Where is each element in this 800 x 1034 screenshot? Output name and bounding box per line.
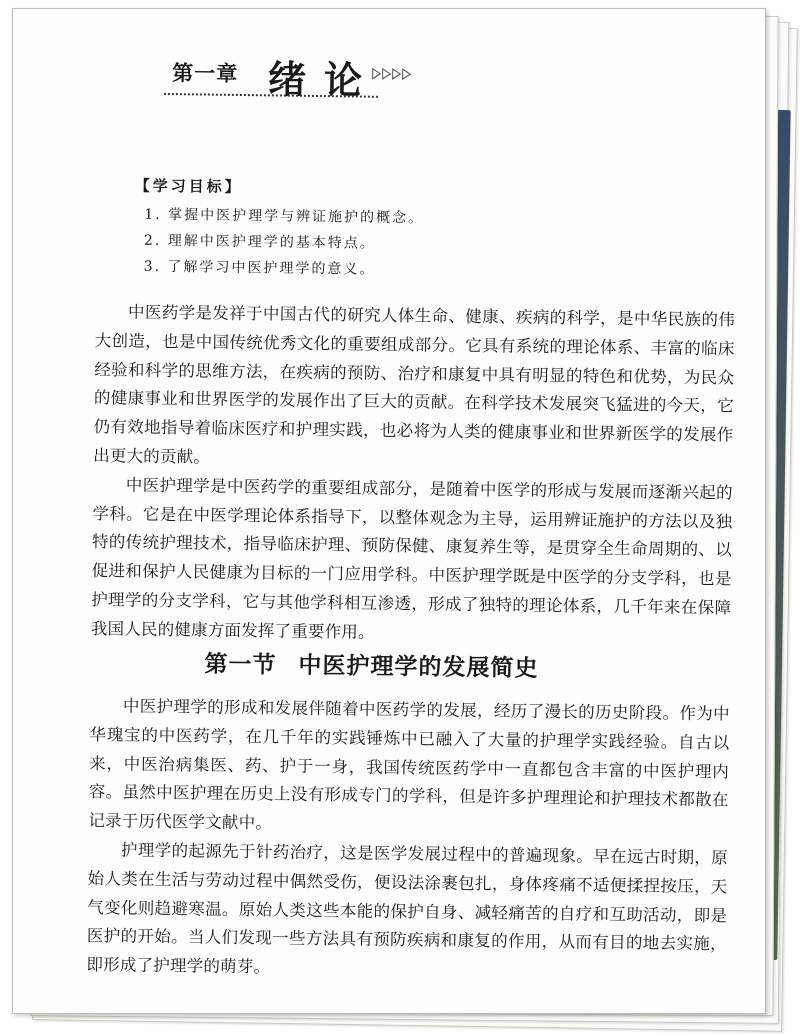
paragraph: 中医护理学的形成和发展伴随着中医药学的发展，经历了漫长的历史阶段。作为中华瑰宝的中医药学，在几千年的实践锤炼中已融入了大量的护理学实践经验。自古以来，中医治病集医、药、护于一身，我国传统医药学中一直都包含丰富的中医护理内容。虽然中医护理在历史上没有形成专门的学科，但是许多护理理论和护理技术都散在记录于历代医学文献中。 bbox=[88, 696, 730, 833]
objectives-heading: 【学习目标】 bbox=[134, 176, 243, 197]
section-text bbox=[86, 692, 730, 988]
paragraph: 护理学的起源先于针药治疗，这是医学发展过程中的普遍现象。早在远古时期，原始人类在生活与劳动过程中偶然受伤，便设法涂裹包扎，身体疼痛不适便揉捏按压，天气变化则趋避寒温。原始人类这些本能的保护自身、减轻痛苦的自疗和互助活动，即是医护的开始。当人们发现一些方法具有预防疾病和康复的作用，从而有目的地去实施，即形成了护理学的萌芽。 bbox=[86, 840, 729, 977]
arrow-right-icon bbox=[372, 68, 381, 80]
objective-item: 1. 掌握中医护理学与辨证施护的概念。 bbox=[144, 206, 425, 227]
section-heading bbox=[204, 646, 604, 684]
chapter-header bbox=[160, 45, 401, 103]
arrow-right-icon bbox=[392, 68, 401, 80]
intro-text bbox=[91, 298, 735, 652]
page-content bbox=[12, 9, 765, 1014]
learning-objectives bbox=[133, 175, 554, 285]
arrow-right-icon bbox=[402, 68, 411, 80]
section-title: 中医护理学的发展简史 bbox=[298, 651, 539, 682]
chapter-arrows bbox=[372, 68, 411, 81]
objective-item: 2. 理解中医护理学的基本特点。 bbox=[143, 232, 376, 252]
chapter-number: 第一章 bbox=[172, 60, 239, 86]
paragraph: 中医药学是发祥于中国古代的研究人体生命、健康、疾病的科学，是中华民族的伟大创造，也是中国传统优秀文化的重要组成部分。它具有系统的理论体系、丰富的临床经验和科学的思维方法，在疾病的预防、治疗和康复中具有明显的特色和优势，为民众的健康事业和世界医学的发展作出了巨大的贡献。在科学技术发展突飞猛进的今天，它仍有效地指导着临床医疗和护理实践，也必将为人类的健康事业和世界新医学的发展作出更大的贡献。 bbox=[93, 302, 736, 467]
objective-item: 3. 了解学习中医护理学的意义。 bbox=[143, 258, 376, 278]
chapter-title: 绪论 bbox=[267, 56, 381, 103]
document-page bbox=[12, 8, 766, 1014]
section-number: 第一节 bbox=[204, 650, 277, 679]
arrow-right-icon bbox=[382, 68, 391, 80]
paragraph: 中医护理学是中医药学的重要组成部分，是随着中医学的形成与发展而逐渐兴起的学科。它是在中医学理论体系指导下，以整体观念为主导，运用辨证施护的方法以及独特的传统护理技术，指导临床护理、预防保健、康复养生等，是贯穿全生命周期的、以促进和保护人民健康为目标的一门应用学科。中医护理学既是中医学的分支学科，也是护理学的分支学科，它与其他学科相互渗透，形成了独特的理论体系，几千年来在保障我国人民的健康方面发挥了重要作用。 bbox=[90, 475, 733, 642]
